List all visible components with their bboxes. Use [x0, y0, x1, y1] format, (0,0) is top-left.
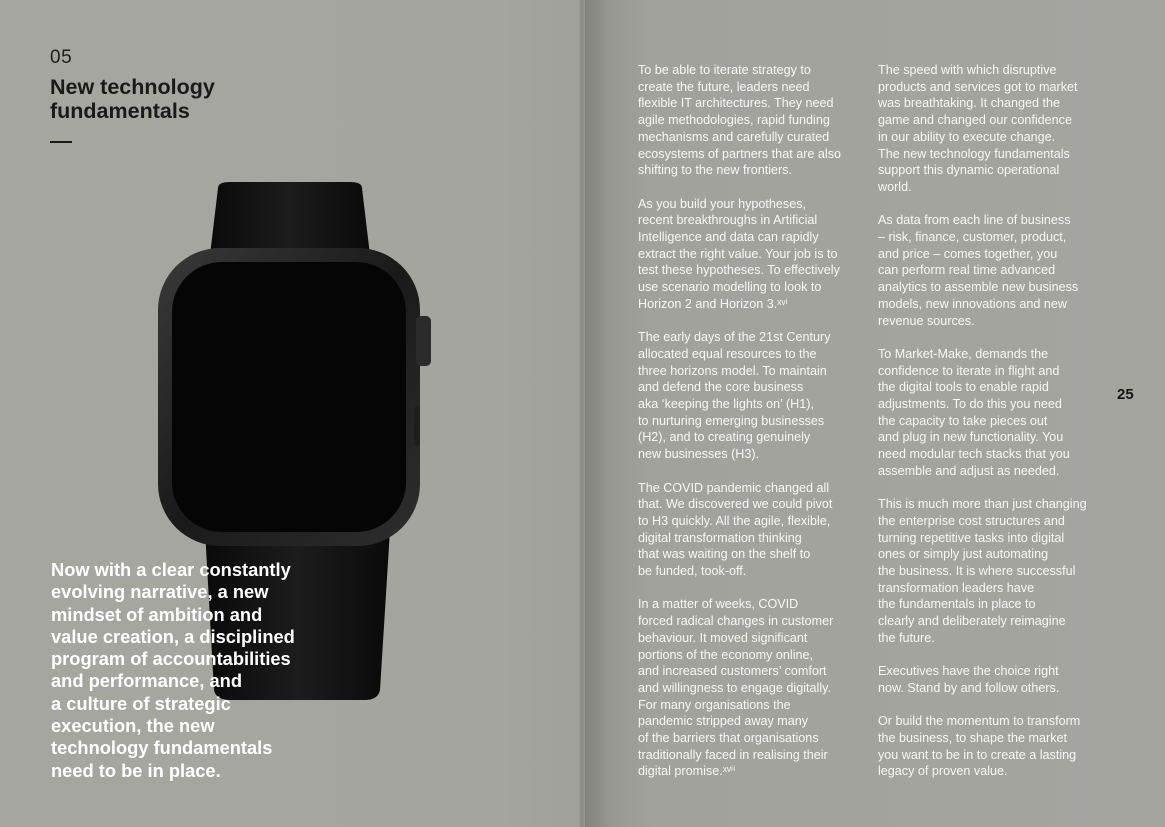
- paragraph: As you build your hypotheses, recent breakthroughs in Artificial Intelligence and data can rapidly extract the right value. Your job is to test these hypotheses. To effectively use scenario modelling to look to Horizon 2 and Horizon 3.ˣᵛⁱ: [638, 196, 840, 311]
- paragraph: As data from each line of business – risk, finance, customer, product, and price – comes together, you can perform real time advanced analytics to assemble new business models, new innovations and new revenue sources.: [878, 213, 1079, 328]
- digital-crown: [416, 316, 431, 366]
- section-title: New technology fundamentals: [50, 75, 215, 123]
- paragraph: To Market-Make, demands the confidence to iterate in flight and the digital tools to enable rapid adjustments. To do this you need the capacity to take pieces out and plug in new functionality. You need modular tech stacks that you assemble and adjust as needed.: [878, 346, 1070, 478]
- book-gutter: [579, 0, 585, 827]
- body-column-2: [878, 62, 1103, 797]
- section-number: 05: [50, 47, 73, 68]
- title-rule: [50, 141, 72, 143]
- paragraph: This is much more than just changing the enterprise cost structures and turning repetitive tasks into digital ones or simply just automating the business. It is where successful transformation leaders have the fundamentals in place to clearly and deliberately reimagine the future.: [878, 497, 1087, 645]
- paragraph: In a matter of weeks, COVID forced radical changes in customer behaviour. It moved significant portions of the economy online, and increased customers’ comfort and willingness to engage digitally. For many organisations the pandemic stripped away many of the barriers that organisations traditionally faced in realising their digital promise.ˣᵛⁱⁱ: [638, 597, 834, 779]
- pull-quote: Now with a clear constantly evolving narrative, a new mindset of ambition and value creation, a disciplined program of accountabilities and performance, and a culture of strategic execution, the new technology fundamentals need to be in place.: [51, 559, 295, 781]
- paragraph: The COVID pandemic changed all that. We discovered we could pivot to H3 quickly. All the agile, flexible, digital transformation thinking that was waiting on the shelf to be funded, took-off.: [638, 480, 833, 579]
- paragraph: Or build the momentum to transform the business, to shape the market you want to be in to create a lasting legacy of proven value.: [878, 714, 1081, 779]
- page-number: 25: [1117, 386, 1134, 403]
- side-button: [414, 406, 420, 446]
- paragraph: To be able to iterate strategy to create the future, leaders need flexible IT architectures. They need agile methodologies, rapid funding mechanisms and carefully curated ecosystems of partners that are also shifting to the new frontiers.: [638, 63, 841, 178]
- paragraph: The speed with which disruptive products and services got to market was breathtaking. It changed the game and changed our confidence in our ability to execute change. The new technology fundamentals support this dynamic operational world.: [878, 63, 1078, 194]
- paragraph: Executives have the choice right now. Stand by and follow others.: [878, 664, 1060, 695]
- watch-screen: [172, 262, 406, 532]
- paragraph: The early days of the 21st Century allocated equal resources to the three horizons model. To maintain and defend the core business aka ‘keeping the lights on’ (H1), to nurturing emerging businesses (H2), and to creating genuinely new businesses (H3).: [638, 330, 831, 462]
- watch-upper-band: [210, 182, 370, 255]
- body-column-1: [638, 62, 863, 797]
